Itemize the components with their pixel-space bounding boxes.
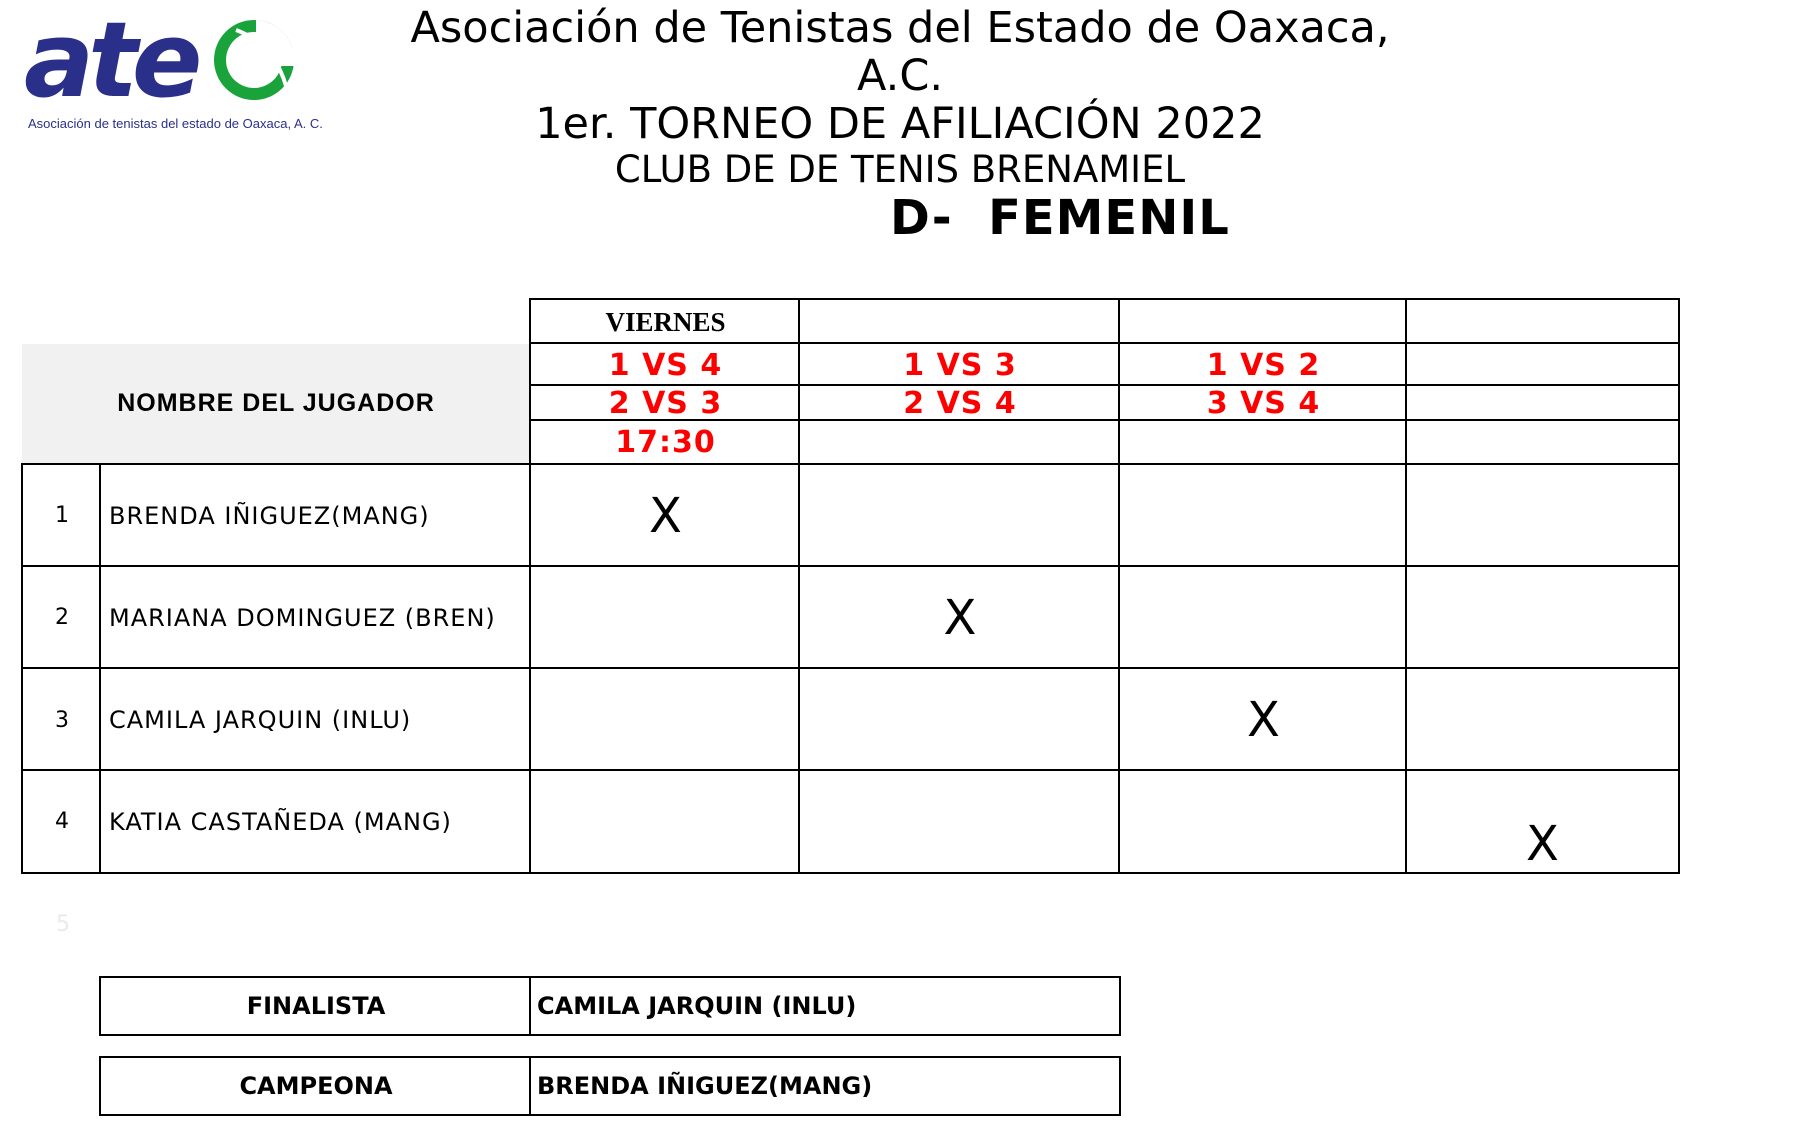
player-3-mark-1 <box>529 667 800 771</box>
player-1-mark-4 <box>1405 463 1680 566</box>
player-1-mark-2 <box>798 463 1120 566</box>
extra-row-number: 5 <box>56 912 70 937</box>
player-1-mark-3 <box>1118 463 1407 566</box>
atec-logo-mark <box>24 4 324 114</box>
player-4-number: 4 <box>21 769 101 874</box>
player-1-number: 1 <box>21 463 101 566</box>
column-1-day: VIERNES <box>529 298 800 344</box>
column-3-match-1: 1 VS 2 <box>1118 342 1407 386</box>
finalist-value: CAMILA JARQUIN (INLU) <box>529 976 1121 1036</box>
column-1-match-1: 1 VS 4 <box>529 342 800 386</box>
association-title: Asociación de Tenistas del Estado de Oaxaca, A.C. <box>410 3 1390 101</box>
logo-wordmark: ate <box>24 4 197 114</box>
player-3-number: 3 <box>21 667 101 771</box>
player-3-mark-3: X <box>1118 667 1407 771</box>
finalist-label: FINALISTA <box>99 976 531 1036</box>
column-3-time <box>1118 419 1407 463</box>
player-4-mark-3 <box>1118 769 1407 874</box>
player-4-mark-4: X <box>1405 769 1680 874</box>
column-2-match-2: 2 VS 4 <box>798 384 1120 421</box>
player-2-number: 2 <box>21 565 101 668</box>
column-1-time: 17:30 <box>529 419 800 463</box>
column-3-day <box>1118 298 1407 344</box>
tournament-title: 1er. TORNEO DE AFILIACIÓN 2022 <box>535 99 1265 149</box>
column-1-match-2: 2 VS 3 <box>529 384 800 421</box>
player-2-mark-3 <box>1118 565 1407 668</box>
player-4-mark-1 <box>529 769 800 874</box>
column-3-match-2: 3 VS 4 <box>1118 384 1407 421</box>
atec-logo <box>24 4 324 134</box>
column-2-day <box>798 298 1120 344</box>
player-3-mark-4 <box>1405 667 1680 771</box>
name-column-header-label: NOMBRE DEL JUGADOR <box>117 389 435 417</box>
column-2-match-1: 1 VS 3 <box>798 342 1120 386</box>
champion-value: BRENDA IÑIGUEZ(MANG) <box>529 1056 1121 1116</box>
player-1-mark-1: X <box>529 463 800 566</box>
column-4-match-1 <box>1405 342 1680 386</box>
club-title: CLUB DE DE TENIS BRENAMIEL <box>614 148 1186 191</box>
player-2-mark-4 <box>1405 565 1680 668</box>
player-4-name: KATIA CASTAÑEDA (MANG) <box>99 769 531 874</box>
player-2-name: MARIANA DOMINGUEZ (BREN) <box>99 565 531 668</box>
player-2-mark-2: X <box>798 565 1120 668</box>
column-4-match-2 <box>1405 384 1680 421</box>
category-title: D- FEMENIL <box>890 190 1230 246</box>
name-column-header <box>22 344 530 463</box>
header <box>400 4 1400 192</box>
column-4-day <box>1405 298 1680 344</box>
champion-label: CAMPEONA <box>99 1056 531 1116</box>
player-3-mark-2 <box>798 667 1120 771</box>
player-2-mark-1 <box>529 565 800 668</box>
player-4-mark-2 <box>798 769 1120 874</box>
logo-caption: Asociación de tenistas del estado de Oaxaca, A. C. <box>28 116 323 131</box>
column-2-time <box>798 419 1120 463</box>
column-4-time <box>1405 419 1680 463</box>
player-1-name: BRENDA IÑIGUEZ(MANG) <box>99 463 531 566</box>
player-3-name: CAMILA JARQUIN (INLU) <box>99 667 531 771</box>
